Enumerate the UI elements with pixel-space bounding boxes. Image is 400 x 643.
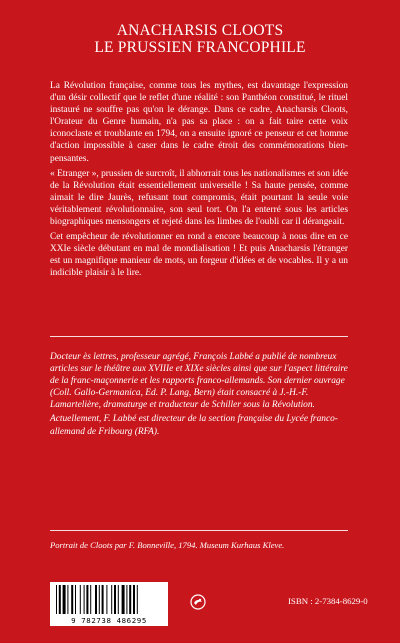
divider-top — [50, 336, 348, 337]
blurb-paragraph-2: « Etranger », prussien de surcroît, il abhorrait tous les nationalismes et son idée de la Révolution était essentiellement universelle ! Sa haute pensée, comme aimait le dire Jaurès, refusant tout compromis, était pourtant la seule voie véritablement révolutionnaire, son seul tort. On l'a enterré sous les articles biographiques mensongers et rejeté dans les limbes de l'oubli car il dérangeait. — [50, 168, 348, 228]
author-bio-paragraph-1: Docteur ès lettres, professeur agrégé, François Labbé a publié de nombreux articles sur le théâtre aux XVIIIe et XIXe siècles ainsi que sur l'aspect littéraire de la franc-maçonnerie et les rapports franco-allemands. Son dernier ouvrage (Coll. Gallo-Germanica, Ed. P. Lang, Bern) était consacré à J.-H.-F. Lamartelière, dramaturge et traducteur de Schiller sous la Révolution. — [50, 352, 348, 411]
book-title — [0, 22, 400, 56]
title-line-1: ANACHARSIS CLOOTS — [116, 22, 284, 39]
blurb — [50, 80, 348, 283]
barcode-digits: 9 782738 486295 — [71, 616, 147, 625]
isbn: ISBN : 2-7384-8629-0 — [288, 596, 368, 606]
barcode — [50, 582, 168, 626]
title-line-2: LE PRUSSIEN FRANCOPHILE — [94, 39, 306, 56]
publisher-logo-icon — [190, 594, 206, 610]
barcode-bars — [50, 582, 168, 616]
portrait-caption: Portrait de Cloots par F. Bonneville, 1794. Museum Kurhaus Kleve. — [50, 540, 285, 550]
blurb-paragraph-1: La Révolution française, comme tous les mythes, est davantage l'expression d'un désir collectif que le reflet d'une réalité : son Panthéon constitué, le rituel instauré ne souffre pas qu'on le dérange. Dans ce cadre, Anacharsis Cloots, l'Orateur du Genre humain, n'a pas sa place : on a fait taire cette voix iconoclaste et troublante en 1794, on a ensuite ignoré ce penseur et cet homme d'action impossible à caser dans le cadre étroit des commémorations bien-pensantes. — [50, 81, 348, 164]
author-bio — [50, 351, 348, 440]
blurb-paragraph-3: Cet empêcheur de révolutionner en rond a encore beaucoup à nous dire en ce XXIe siècle débutant en mal de mondialisation ! Et puis Anacharsis l'étranger est un magnifique manieur de mots, un forgeur d'idées et de vocables. Il y a un indicible plaisir à le lire. — [50, 232, 348, 279]
divider-bottom — [50, 530, 348, 531]
author-bio-paragraph-2: Actuellement, F. Labbé est directeur de la section française du Lycée franco-allemand de Fribourg (RFA). — [50, 414, 338, 437]
